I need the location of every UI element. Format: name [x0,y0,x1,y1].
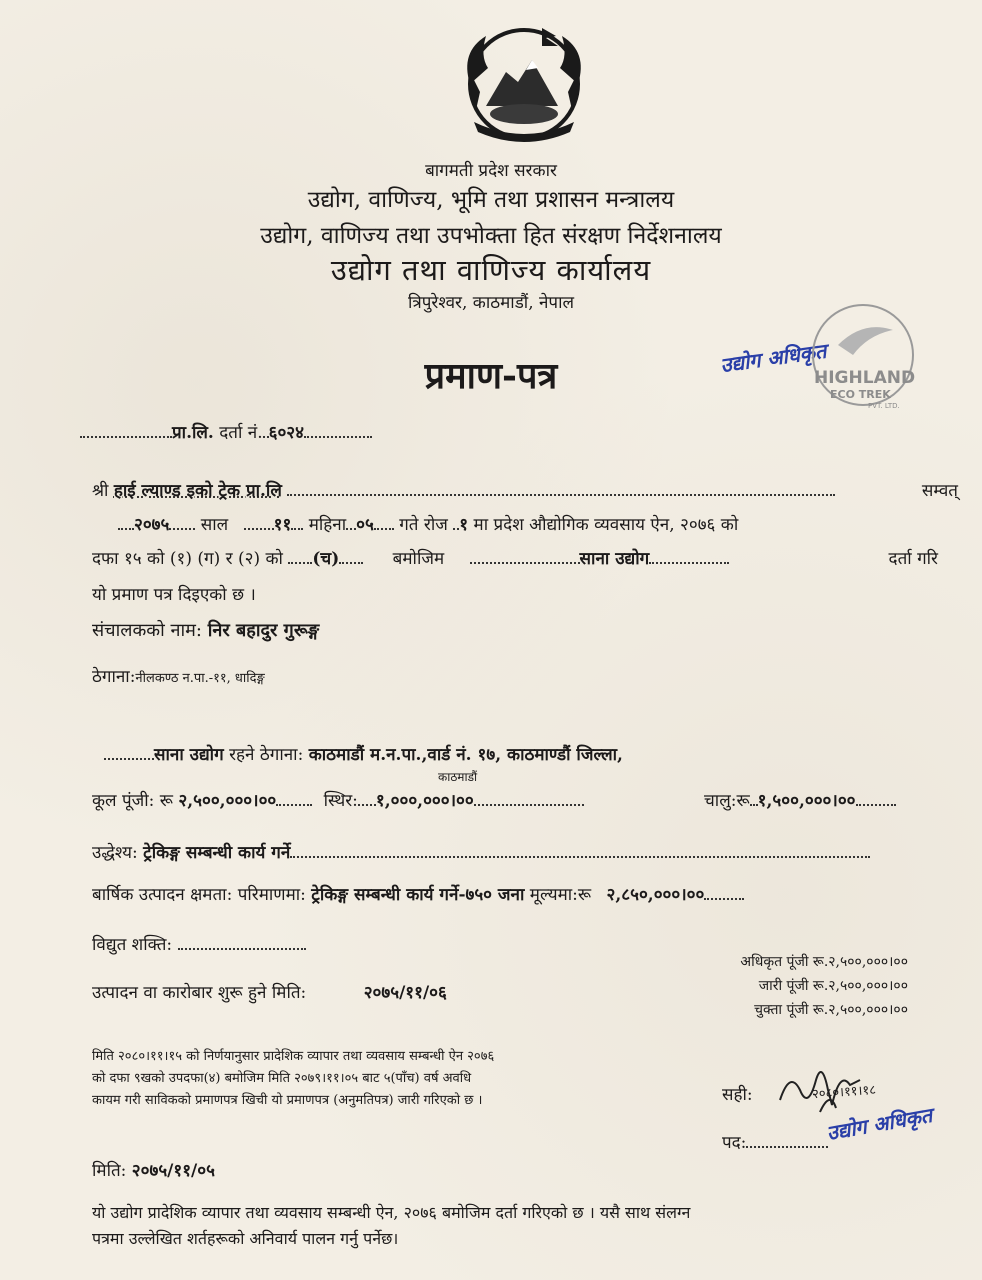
capital-total: २,५००,०००।०० [178,791,277,811]
registration-label: दर्ता नं. [219,423,263,443]
capital-fixed-label: स्थिर: [323,791,358,811]
operator-label: संचालकको नाम: [92,620,202,641]
share-capital-block [696,950,908,1022]
dafa-text: दफा १५ को (१) (ग) र (२) को [92,549,283,569]
share-capital-row [696,950,908,974]
samvat-label: सम्वत् [921,481,958,501]
certificate-title: प्रमाण-पत्र [424,355,558,397]
issue-date-line [92,1158,215,1181]
share-capital-label: अधिकृत पूंजी रू. [740,954,829,970]
registration-line [80,420,372,443]
seal-tag: PVT. LTD. [868,402,900,410]
operator-name: निर बहादुर गुरूङ्ग [207,620,320,641]
share-capital-label: जारी पूंजी रू. [758,978,829,994]
nepal-emblem-icon [446,22,602,150]
capacity-value: ट्रेकिङ्ग सम्बन्धी कार्य गर्ने-७५० जना [311,885,525,905]
industry-address-value: काठमाडौं म.न.पा.,वार्ड नं. १७, काठमाण्डौं जिल्ला, [308,745,623,765]
clause: (च) [312,549,340,569]
dafa-line [92,546,948,569]
industry-address-type: साना उद्योग [154,745,224,765]
directorate-heading: उद्योग, वाणिज्य तथा उपभोक्ता हित संरक्षण निर्देशनालय [260,223,722,249]
capacity-label: बार्षिक उत्पादन क्षमता: परिमाणमा: [92,885,306,905]
date-line [118,512,948,535]
capital-line [92,788,952,811]
capital-current-group [704,788,896,811]
officer-stamp-top: उद्योग अधिकृत [718,338,828,378]
seal-sub: ECO TREK [830,388,891,401]
saal-label: साल [200,515,229,535]
company-name: हाई ल्याण्ड इको ट्रेक प्रा.लि [113,481,282,501]
operator-address-value: नीलकण्ठ न.पा.-११, धादिङ्ग [135,671,265,686]
capacity-value-label: मूल्यमा:रू [529,885,592,905]
start-date-value: २०७५/११/०६ [363,983,447,1003]
issued-text: यो प्रमाण पत्र दिइएको छ । [92,585,256,605]
ministry-heading: उद्योग, वाणिज्य, भूमि तथा प्रशासन मन्त्रालय [307,187,675,213]
capital-current: १,५००,०००।०० [757,791,856,811]
operator-line [92,618,319,642]
registration-number: ६०२४ [268,423,304,443]
renewal-note [92,1046,494,1112]
company-type: प्रा.लि. [172,423,214,443]
officer-stamp-bottom: उद्योग अधिकृत [824,1102,934,1146]
reg-month: ११ [273,515,292,535]
capital-current-label: चालु:रू [704,791,750,811]
objective-line [92,840,870,863]
mahina-label: महिना [308,515,347,535]
objective-value: ट्रेकिङ्ग सम्बन्धी कार्य गर्ने [143,843,291,863]
capital-label: कूल पूंजी: रू [92,791,173,811]
electricity-label: विद्युत शक्ति: [92,935,173,955]
electricity-line [92,932,306,955]
company-line [92,478,960,501]
issue-date-label: मिति: [92,1161,127,1181]
reg-day: ०५ [356,515,374,535]
share-capital-value: २,५००,०००।०० [828,1002,908,1018]
share-capital-row [696,998,908,1022]
gate-roj-label: गते रोज [399,515,448,535]
seal-name: HIGHLAND [814,368,916,388]
footer-text [92,1200,690,1252]
industry-address-note: काठमाडौं [438,770,478,784]
office-address: त्रिपुरेश्वर, काठमाडौं, नेपाल [407,293,575,313]
darta-gari-label: दर्ता गरि [888,549,938,569]
start-date-line [92,980,447,1003]
share-capital-value: २,५००,०००।०० [828,978,908,994]
renewal-note-line: को दफा ९खको उपदफा(४) बमोजिम मिति २०७९।११।०५ बाट ५(पाँच) वर्ष अवधि [92,1071,472,1086]
share-capital-label: चुक्ता पूंजी रू. [754,1002,829,1018]
capital-fixed: १,०००,०००।०० [375,791,474,811]
company-seal [808,300,918,410]
issue-date-value: २०७५/११/०५ [131,1161,215,1181]
office-heading: उद्योग तथा वाणिज्य कार्यालय [330,253,652,287]
signature-date: २०८०।११।१८ [811,1082,877,1103]
province-heading: बागमती प्रदेश सरकार [425,161,557,181]
designation-line [722,1130,828,1153]
signature-label: सही: [722,1085,753,1105]
footer-line: यो उद्योग प्रादेशिक व्यापार तथा व्यवसाय सम्बन्धी ऐन, २०७६ बमोजिम दर्ता गरिएको छ । यसै साथ संलग्न [92,1203,691,1222]
share-capital-value: २,५००,०००।०० [828,954,908,970]
footer-line: पत्रमा उल्लेखित शर्तहरूको अनिवार्य पालन गर्नु पर्नेछ। [92,1229,399,1248]
reg-year: २०७५ [134,515,170,535]
designation-label: पद: [722,1133,747,1153]
reg-weekday: १ [459,515,469,535]
operator-address-label: ठेगाना: [92,667,136,687]
objective-label: उद्धेश्य: [92,843,138,863]
industry-type: साना उद्योग [579,549,650,569]
act-text: मा प्रदेश औद्योगिक व्यवसाय ऐन, २०७६ को [473,515,739,535]
industry-address-line [104,742,623,765]
operator-address-line [92,664,265,687]
renewal-note-line: कायम गरी साविकको प्रमाणपत्र खिची यो प्रमाणपत्र (अनुमतिपत्र) जारी गरिएको छ । [92,1093,483,1108]
industry-address-label: रहने ठेगाना: [229,745,304,765]
capacity-amount: २,८५०,०००।०० [606,885,705,905]
renewal-note-line: मिति २०८०।११।१५ को निर्णयानुसार प्रादेशिक व्यापार तथा व्यवसाय सम्बन्धी ऐन २०७६ [92,1049,495,1064]
share-capital-row [696,974,908,998]
bamojim-label: बमोजिम [392,549,445,569]
capacity-line [92,882,744,905]
shree-label: श्री [92,481,109,501]
start-date-label: उत्पादन वा कारोबार शुरू हुने मिति: [92,983,307,1003]
